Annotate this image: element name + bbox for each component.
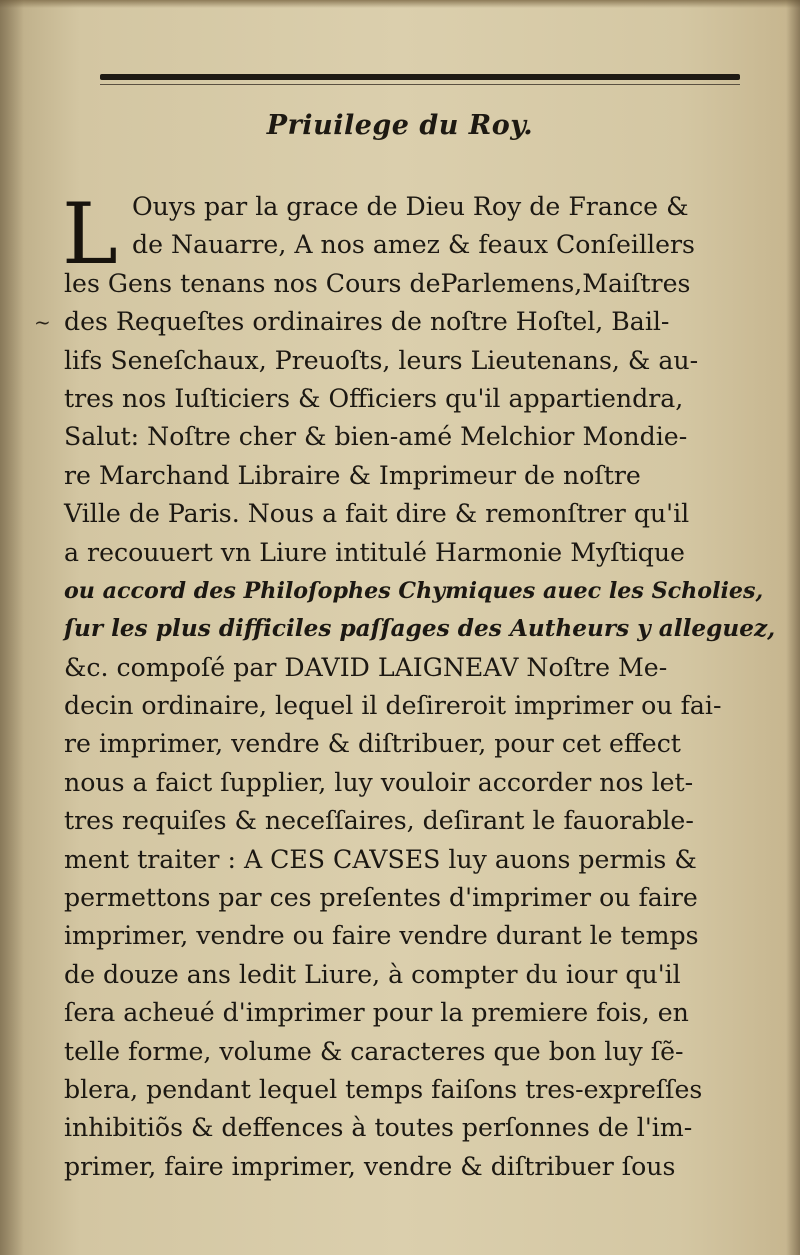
text-line: imprimer, vendre ou faire vendre durant le temps <box>64 921 699 951</box>
page-heading: Priuilege du Roy. <box>266 110 534 141</box>
page-right-edge <box>786 0 800 1255</box>
text-line: ment traiter : A CES CAVSES luy auons permis & <box>64 844 697 874</box>
text-line: inhibitiõs & deffences à toutes perſonnes de l'im- <box>64 1113 693 1143</box>
header-rule-thin <box>100 84 740 85</box>
text-line: permettons par ces preſentes d'imprimer ou faire <box>64 883 698 913</box>
text-line: re imprimer, vendre & diſtribuer, pour cet effect <box>64 729 681 759</box>
text-line: Ville de Paris. Nous a fait dire & remonſtrer qu'il <box>64 499 690 529</box>
text-line: a recouuert vn Liure intitulé Harmonie Myſtique <box>64 537 685 567</box>
text-line: ſera acheué d'imprimer pour la premiere fois, en <box>64 998 689 1028</box>
text-line: decin ordinaire, lequel il deſireroit imprimer ou fai- <box>64 691 722 721</box>
text-line: les Gens tenans nos Cours deParlemens,Maiſtres <box>64 268 691 298</box>
text-line: des Requeſtes ordinaires de noſtre Hoſtel, Bail- <box>64 307 670 337</box>
margin-mark: ~ <box>34 310 51 334</box>
text-line: ſur les plus difficiles paſſages des Autheurs y alleguez, <box>64 615 776 643</box>
text-line: tres requiſes & neceſſaires, deſirant le fauorable- <box>64 806 694 836</box>
text-line: re Marchand Libraire & Imprimeur de noſtre <box>64 460 641 490</box>
text-line: de douze ans ledit Liure, à compter du iour qu'il <box>64 959 681 989</box>
text-line: lifs Seneſchaux, Preuoſts, leurs Lieutenans, & au- <box>64 345 699 375</box>
text-line: nous a faict ſupplier, luy vouloir accorder nos let- <box>64 767 694 797</box>
page-top-shadow <box>0 0 800 8</box>
text-line: &c. compoſé par DAVID LAIGNEAV Noſtre Me- <box>64 652 668 682</box>
text-line: telle forme, volume & caracteres que bon luy ſẽ- <box>64 1036 684 1066</box>
text-line: de Nauarre, A nos amez & feaux Conſeillers <box>132 230 695 260</box>
text-line: ou accord des Philoſophes Chymiques auec les Scholies, <box>64 577 764 604</box>
text-line: Salut: Noſtre cher & bien-amé Melchior Mondie- <box>64 422 688 452</box>
drop-cap: L <box>62 185 118 283</box>
text-line: Ouys par la grace de Dieu Roy de France & <box>132 192 689 221</box>
text-line: primer, faire imprimer, vendre & diſtribuer ſous <box>64 1151 676 1181</box>
text-line: tres nos Iuſticiers & Officiers qu'il appartiendra, <box>64 383 684 413</box>
header-rule <box>100 74 740 80</box>
text-line: blera, pendant lequel temps faiſons tres-expreſſes <box>64 1074 703 1104</box>
privilege-body-text <box>62 185 776 1186</box>
page-left-edge <box>0 0 24 1255</box>
